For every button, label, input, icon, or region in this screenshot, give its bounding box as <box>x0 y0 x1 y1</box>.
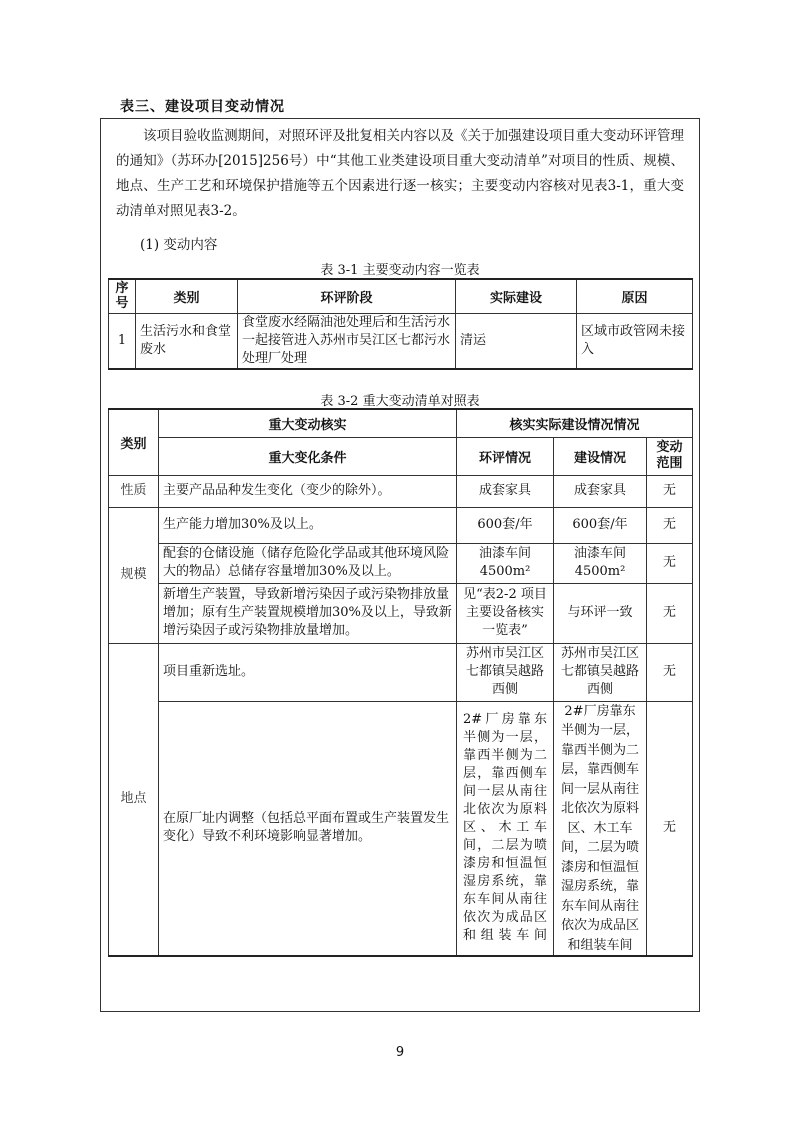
header-reason: 原因 <box>577 279 693 313</box>
table-3-2 <box>108 408 693 957</box>
header-category: 类别 <box>136 279 238 313</box>
header-verify: 核实实际建设情况情况 <box>457 409 693 437</box>
cell-eia: 2#厂房靠东半侧为一层，靠西半侧为二层，靠西侧车间一层从南往北依次为原料区、木工车间，二层为喷漆房和恒温恒湿房系统，靠东车间从南往依次为成品区和组装车间 <box>457 701 554 956</box>
table-row <box>109 643 693 701</box>
cell-actual: 清运 <box>456 313 577 369</box>
cell-scope: 无 <box>647 475 693 507</box>
header-build: 建设情况 <box>554 437 647 475</box>
table-row <box>109 475 693 507</box>
header-scope: 变动范围 <box>647 437 693 475</box>
cell-build: 油漆车间4500m² <box>554 543 647 583</box>
header-condition: 重大变化条件 <box>159 437 457 475</box>
table2-caption: 表 3-2 重大变动清单对照表 <box>320 394 480 409</box>
cell-condition: 主要产品品种发生变化（变少的除外）。 <box>159 475 457 507</box>
header-actual: 实际建设 <box>456 279 577 313</box>
cell-category: 地点 <box>109 643 159 956</box>
cell-scope: 无 <box>647 583 693 643</box>
cell-reason: 区域市政管网未接入 <box>577 313 693 369</box>
cell-scope: 无 <box>647 701 693 956</box>
table-row <box>109 583 693 643</box>
table-row <box>109 313 693 369</box>
cell-scope: 无 <box>647 507 693 543</box>
cell-eia: 见“表2-2 项目主要设备核实一览表” <box>457 583 554 643</box>
cell-eia: 油漆车间4500m² <box>457 543 554 583</box>
cell-eia: 600套/年 <box>457 507 554 543</box>
cell-category: 生活污水和食堂废水 <box>136 313 238 369</box>
cell-category: 性质 <box>109 475 159 507</box>
table1-caption: 表 3-1 主要变动内容一览表 <box>320 263 480 278</box>
header-major-change: 重大变动核实 <box>159 409 457 437</box>
cell-scope: 无 <box>647 643 693 701</box>
header-eia-stage: 环评阶段 <box>238 279 456 313</box>
cell-eia: 苏州市吴江区七都镇吴越路西侧 <box>457 643 554 701</box>
cell-category: 规模 <box>109 507 159 643</box>
cell-build: 成套家具 <box>554 475 647 507</box>
header-category: 类别 <box>109 409 159 475</box>
table-row <box>109 701 693 956</box>
header-eia: 环评情况 <box>457 437 554 475</box>
cell-condition: 新增生产装置，导致新增污染因子或污染物排放量增加；原有生产装置规模增加30%及以上，导致新增污染因子或污染物排放量增加。 <box>159 583 457 643</box>
cell-build: 600套/年 <box>554 507 647 543</box>
cell-condition: 配套的仓储设施（储存危险化学品或其他环境风险大的物品）总储存容量增加30%及以上。 <box>159 543 457 583</box>
cell-build: 与环评一致 <box>554 583 647 643</box>
page-number: 9 <box>395 1045 405 1060</box>
table-row <box>109 507 693 543</box>
subheading: (1) 变动内容 <box>140 237 218 253</box>
cell-scope: 无 <box>647 543 693 583</box>
table-3-1 <box>108 278 693 370</box>
header-no: 序号 <box>109 279 136 313</box>
cell-condition: 生产能力增加30%及以上。 <box>159 507 457 543</box>
cell-eia: 食堂废水经隔油池处理后和生活污水一起接管进入苏州市吴江区七都污水处理厂处理 <box>238 313 456 369</box>
table-row <box>109 543 693 583</box>
cell-condition: 在原厂址内调整（包括总平面布置或生产装置发生变化）导致不利环境影响显著增加。 <box>159 701 457 956</box>
intro-paragraph: 该项目验收监测期间，对照环评及批复相关内容以及《关于加强建设项目重大变动环评管理的通知》（苏环办[2015]256号）中“其他工业类建设项目重大变动清单”对项目的性质、规模、地点、生产工艺和环境保护措施等五个因素进行逐一核实；主要变动内容核对见表3-1，重大变动清单对照见表3-2。 <box>116 128 684 219</box>
cell-eia: 成套家具 <box>457 475 554 507</box>
cell-condition: 项目重新选址。 <box>159 643 457 701</box>
cell-build: 2#厂房靠东半侧为一层，靠西半侧为二层，靠西侧车间一层从南往北依次为原料区、木工车间，二层为喷漆房和恒温恒湿房系统，靠东车间从南往依次为成品区和组装车间 <box>554 701 647 956</box>
cell-no: 1 <box>109 313 136 369</box>
section-title: 表三、建设项目变动情况 <box>120 99 285 115</box>
cell-build: 苏州市吴江区七都镇吴越路西侧 <box>554 643 647 701</box>
